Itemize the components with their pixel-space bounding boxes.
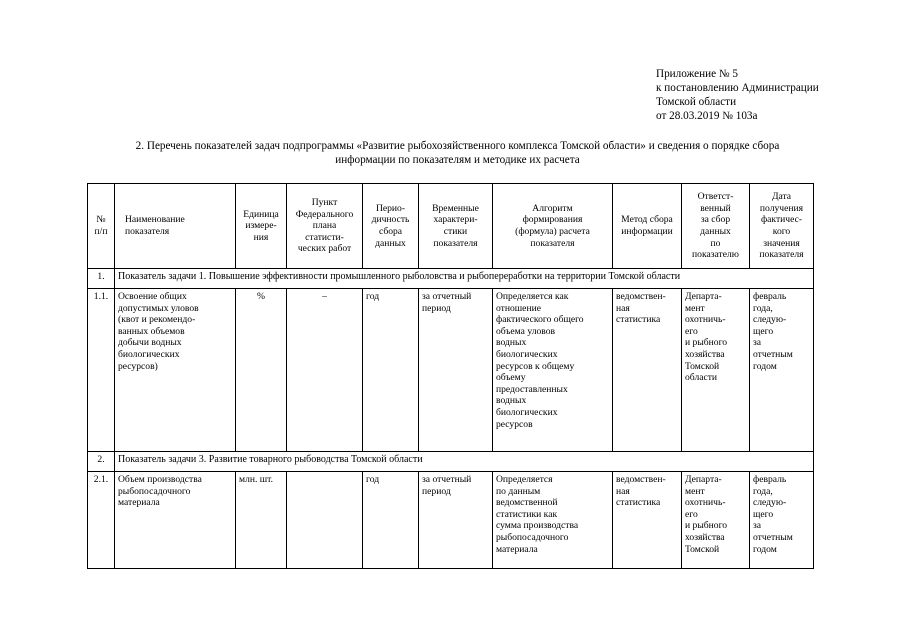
appendix-line: Томской области (656, 96, 737, 108)
time-cell: за отчетный период (419, 472, 493, 569)
appendix-line: Приложение № 5 (656, 68, 738, 80)
document-title (70, 139, 845, 167)
unit-cell: млн. шт. (236, 472, 287, 569)
title-line: информации по показателям и методике их расчета (335, 154, 580, 166)
header-method: Метод сбора информации (613, 184, 682, 269)
table-row (88, 472, 814, 569)
algorithm-cell: Определяется как отношение фактического общего объема уловов водных биологических ресурсов к общему объему предоставленных водных биологических ресурсов (493, 289, 613, 452)
header-plan: Пункт Федерального плана статисти- ческих работ (287, 184, 363, 269)
header-responsible: Ответст- венный за сбор данных по показателю (682, 184, 750, 269)
date-cell: февраль года, следую- щего за отчетным годом (750, 289, 814, 452)
period-cell: год (363, 472, 419, 569)
task-num: 1. (88, 269, 115, 289)
task-num: 2. (88, 452, 115, 472)
plan-cell (287, 472, 363, 569)
date-cell: февраль года, следую- щего за отчетным годом (750, 472, 814, 569)
header-unit: Единица измере- ния (236, 184, 287, 269)
task-title: Показатель задачи 1. Повышение эффективности промышленного рыболовства и рыбопереработки на территории Томской области (115, 269, 814, 289)
header-date: Дата получения фактичес- кого значения показателя (750, 184, 814, 269)
header-algorithm: Алгоритм формирования (формула) расчета показателя (493, 184, 613, 269)
indicator-name: Объем производства рыбопосадочного материала (115, 472, 236, 569)
responsible-cell: Департа- мент охотничь- его и рыбного хозяйства Томской (682, 472, 750, 569)
header-time: Временные характери- стики показателя (419, 184, 493, 269)
task-title: Показатель задачи 3. Развитие товарного рыбоводства Томской области (115, 452, 814, 472)
header-num: № п/п (88, 184, 115, 269)
appendix-block (656, 67, 819, 123)
task-row (88, 452, 814, 472)
header-name: Наименование показателя (115, 184, 236, 269)
appendix-line: от 28.03.2019 № 103а (656, 110, 758, 122)
method-cell: ведомствен- ная статистика (613, 289, 682, 452)
indicators-table (87, 183, 814, 569)
responsible-cell: Департа- мент охотничь- его и рыбного хозяйства Томской области (682, 289, 750, 452)
title-line: 2. Перечень показателей задач подпрограммы «Развитие рыбохозяйственного комплекса Томской области» и сведения о порядке сбора (135, 140, 780, 152)
row-num: 2.1. (88, 472, 115, 569)
plan-cell: – (287, 289, 363, 452)
header-period: Перио- дичность сбора данных (363, 184, 419, 269)
indicator-name: Освоение общих допустимых уловов (квот и рекомендо- ванных объемов добычи водных биологических ресурсов) (115, 289, 236, 452)
time-cell: за отчетный период (419, 289, 493, 452)
appendix-line: к постановлению Администрации (656, 82, 819, 94)
algorithm-cell: Определяется по данным ведомственной статистики как сумма производства рыбопосадочного материала (493, 472, 613, 569)
task-row (88, 269, 814, 289)
row-num: 1.1. (88, 289, 115, 452)
method-cell: ведомствен- ная статистика (613, 472, 682, 569)
period-cell: год (363, 289, 419, 452)
table-row (88, 289, 814, 452)
unit-cell: % (236, 289, 287, 452)
table-header-row (88, 184, 814, 269)
